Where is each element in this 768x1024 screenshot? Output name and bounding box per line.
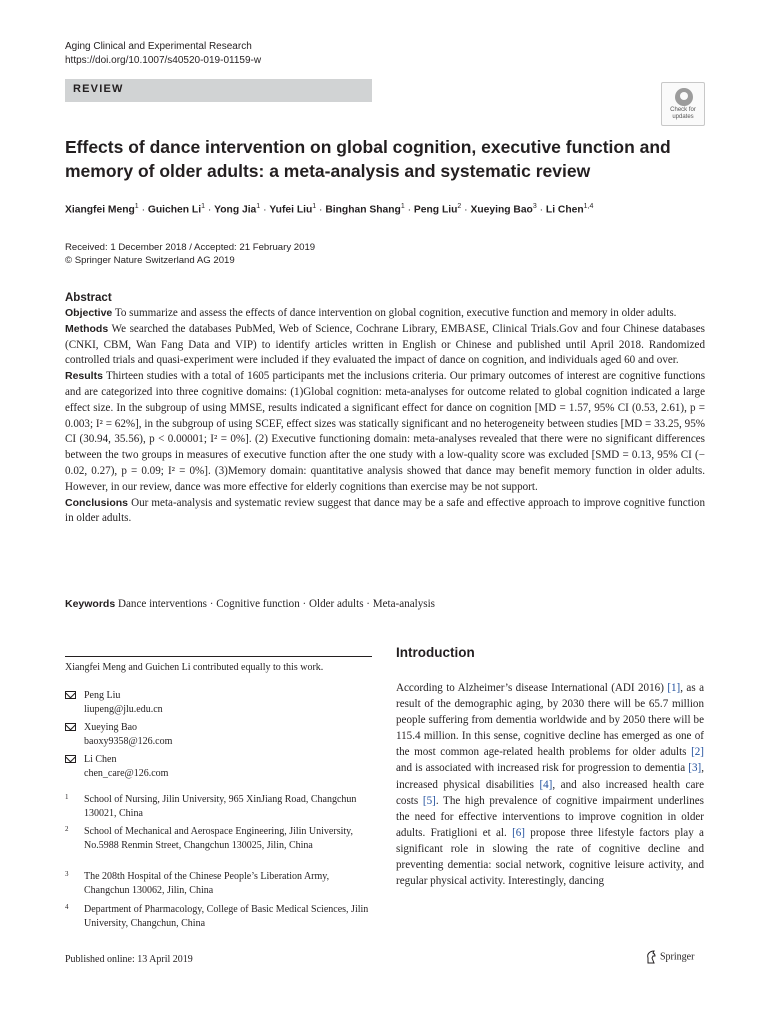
author-name[interactable]: Xiangfei Meng [65, 204, 135, 216]
introduction-heading: Introduction [396, 645, 475, 660]
abstract [65, 291, 705, 527]
results-label: Results [65, 370, 103, 383]
author-separator: · [461, 204, 471, 216]
contact-email[interactable]: baoxy9358@126.com [84, 735, 173, 747]
citation-link[interactable]: [6] [512, 826, 525, 839]
published-online: Published online: 13 April 2019 [65, 954, 193, 965]
affiliation-1 [65, 793, 372, 820]
conclusions-text: Our meta-analysis and systematic review suggest that dance may be a safe and effective approach to improve cognitive function in older adults. [65, 496, 705, 525]
abstract-objective [65, 306, 705, 322]
author-name[interactable]: Li Chen [545, 204, 584, 216]
author-name[interactable]: Yong Jia [214, 204, 257, 216]
author-separator: · [316, 204, 326, 216]
author-affiliation-mark: 1 [256, 203, 261, 210]
author-affiliation-mark: 1 [201, 203, 205, 210]
conclusions-label: Conclusions [65, 496, 129, 509]
methods-text: We searched the databases PubMed, Web of Science, Cochrane Library, EMBASE, Clinical Trials.Gov and four Chinese databases (CNKI, CBM, Wan Fang Data and VIP) to identify articles written in English or Chinese and published until April 2018. Randomized controlled trials and quasi-experiment were included if they evaluated the impact of dance on cognition, and individuals aged 60 and over. [65, 322, 706, 367]
author-affiliation-mark: 2 [457, 203, 462, 210]
author-name[interactable]: Binghan Shang [325, 204, 401, 216]
author-separator: · [404, 204, 414, 216]
publisher-name: Springer [660, 951, 695, 963]
keywords-label: Keywords [65, 598, 116, 610]
affiliation-number: 2 [65, 825, 69, 833]
objective-label: Objective [65, 307, 113, 319]
contact-name: Li Chen [84, 754, 117, 765]
section-label: REVIEW [73, 83, 124, 95]
equal-contribution-note: Xiangfei Meng and Guichen Li contributed equally to this work. [65, 662, 324, 673]
footnote-divider [65, 656, 372, 657]
abstract-conclusions [65, 496, 705, 528]
introduction-text: and is associated with increased risk for progression to dementia [396, 762, 689, 775]
citation-link[interactable]: [2] [691, 746, 704, 759]
contact-li-chen [65, 753, 168, 780]
citation-link[interactable]: [1] [667, 682, 681, 694]
author-list [65, 203, 705, 215]
results-text: Thirteen studies with a total of 1605 participants met the inclusions criteria. Our primary outcomes of interest are cognitive functions and are categorized into three cognitive domains: (1)Global cognition: meta-analyses for outcome related to global cognition indicated a large effect size. In the subgroup of using MMSE, results indicated a significant effect for dance on cognition [MD = 1.57, 95% CI (0.53, 2.61), p = 0.003; I² = 62%], in the subgroup of using SCEF, effect sizes was statically significant and no heterogeneity between studies [MD = 33.25, 95% CI (30.94, 35.56), p < 0.00001; I² = 0%]. (2) Executive functioning domain: meta-analyses revealed that there were no significant differences between the two groups in measures of executive function after the one study with a low-quality score was excluded [SMD = 0.13, 95% CI (− 0.02, 0.27), p = 0.09; I² = 0%]. (3)Memory domain: quantitative analysis showed that dance may benefit memory function in older adults. However, in our review, dance was more effective for elderly cognitions than exercise may be not support. [65, 370, 706, 493]
affiliation-text: School of Nursing, Jilin University, 965 XinJiang Road, Changchun 130021, China [84, 794, 357, 819]
abstract-heading: Abstract [65, 292, 112, 304]
author-separator: · [260, 204, 270, 216]
introduction-text: , as a result of the demographic aging, by 2030 there will be 65.7 million people suffering from dementia worldwide and by 2050 there will be 115.4 million. In this sense, cognitive decline has emerged as one of the most common age-related health problems for older adults [396, 682, 704, 759]
copyright: © Springer Nature Switzerland AG 2019 [65, 255, 235, 266]
author-separator: · [138, 204, 148, 216]
citation-link[interactable]: [3] [688, 762, 702, 775]
contact-email[interactable]: liupeng@jlu.edu.cn [84, 703, 163, 715]
publisher-logo [645, 950, 694, 964]
author-affiliation-mark: 3 [532, 203, 537, 210]
doi-link[interactable]: https://doi.org/10.1007/s40520-019-01159-w [65, 55, 262, 66]
article-title: Effects of dance intervention on global cognition, executive function and memory of older adults: a meta-analysis and systematic review [65, 137, 671, 181]
contact-name: Xueying Bao [84, 722, 138, 733]
envelope-icon [65, 755, 76, 763]
author-separator: · [204, 204, 215, 216]
affiliation-number: 3 [65, 870, 69, 878]
author-affiliation-mark: 1 [134, 203, 139, 210]
citation-link[interactable]: [5] [422, 794, 436, 807]
abstract-results [65, 369, 705, 495]
keywords [65, 598, 705, 610]
received-accepted: Received: 1 December 2018 / Accepted: 21 February 2019 [65, 242, 316, 253]
contact-xueying-bao [65, 721, 172, 748]
contact-email[interactable]: chen_care@126.com [84, 767, 169, 779]
journal-header [65, 40, 261, 68]
introduction-text: According to Alzheimer’s disease International (ADI 2016) [396, 682, 668, 694]
methods-label: Methods [65, 322, 109, 335]
springer-horse-icon [645, 950, 657, 964]
introduction-text: propose three lifestyle factors play a significant role in slowing the rate of cognitive decline and preventing dementia: social network, cognitive leisure activity, and regular physical activity. Interestingly, dancing [396, 826, 704, 888]
journal-name: Aging Clinical and Experimental Research [65, 41, 252, 52]
author-affiliation-mark: 1,4 [583, 203, 594, 210]
affiliation-3 [65, 870, 372, 897]
crossmark-label-2: updates [672, 114, 694, 120]
affiliation-text: School of Mechanical and Aerospace Engineering, Jilin University, No.5988 Renmin Street, Changchun 130025, Jilin, China [84, 826, 353, 851]
author-name[interactable]: Peng Liu [413, 204, 458, 216]
affiliation-4 [65, 903, 372, 930]
introduction-text: . The high prevalence of cognitive impairment underlines the need for effective interventions to improve cognition in older adults. Fratiglioni et al. [396, 794, 704, 839]
introduction-body [396, 680, 704, 889]
crossmark-label-1: Check for [670, 107, 696, 113]
contact-name: Peng Liu [84, 690, 121, 701]
affiliation-2 [65, 825, 372, 852]
introduction-text: , and also increased health care costs [396, 778, 705, 807]
article-dates [65, 241, 315, 267]
keywords-text: Dance interventions · Cognitive function · Older adults · Meta-analysis [117, 598, 435, 610]
author-name[interactable]: Guichen Li [147, 204, 202, 216]
affiliation-text: Department of Pharmacology, College of Basic Medical Sciences, Jilin University, Changchun, China [84, 904, 369, 929]
author-name[interactable]: Xueying Bao [470, 204, 533, 216]
affiliation-number: 4 [65, 903, 69, 911]
affiliation-number: 1 [65, 793, 69, 801]
introduction-text: , increased physical disabilities [396, 762, 704, 791]
section-banner [65, 79, 372, 102]
citation-link[interactable]: [4] [539, 778, 553, 791]
author-name[interactable]: Yufei Liu [269, 204, 313, 216]
check-for-updates-badge[interactable] [661, 82, 705, 126]
author-separator: · [536, 204, 546, 216]
envelope-icon [65, 691, 76, 699]
author-affiliation-mark: 1 [312, 203, 317, 210]
abstract-methods [65, 322, 705, 369]
envelope-icon [65, 723, 76, 731]
affiliation-text: The 208th Hospital of the Chinese People’s Liberation Army, Changchun 130062, Jilin, China [84, 871, 330, 896]
objective-text: To summarize and assess the effects of dance intervention on global cognition, executive function and memory in older adults. [114, 307, 677, 319]
contact-peng-liu [65, 689, 163, 716]
author-affiliation-mark: 1 [400, 203, 405, 210]
